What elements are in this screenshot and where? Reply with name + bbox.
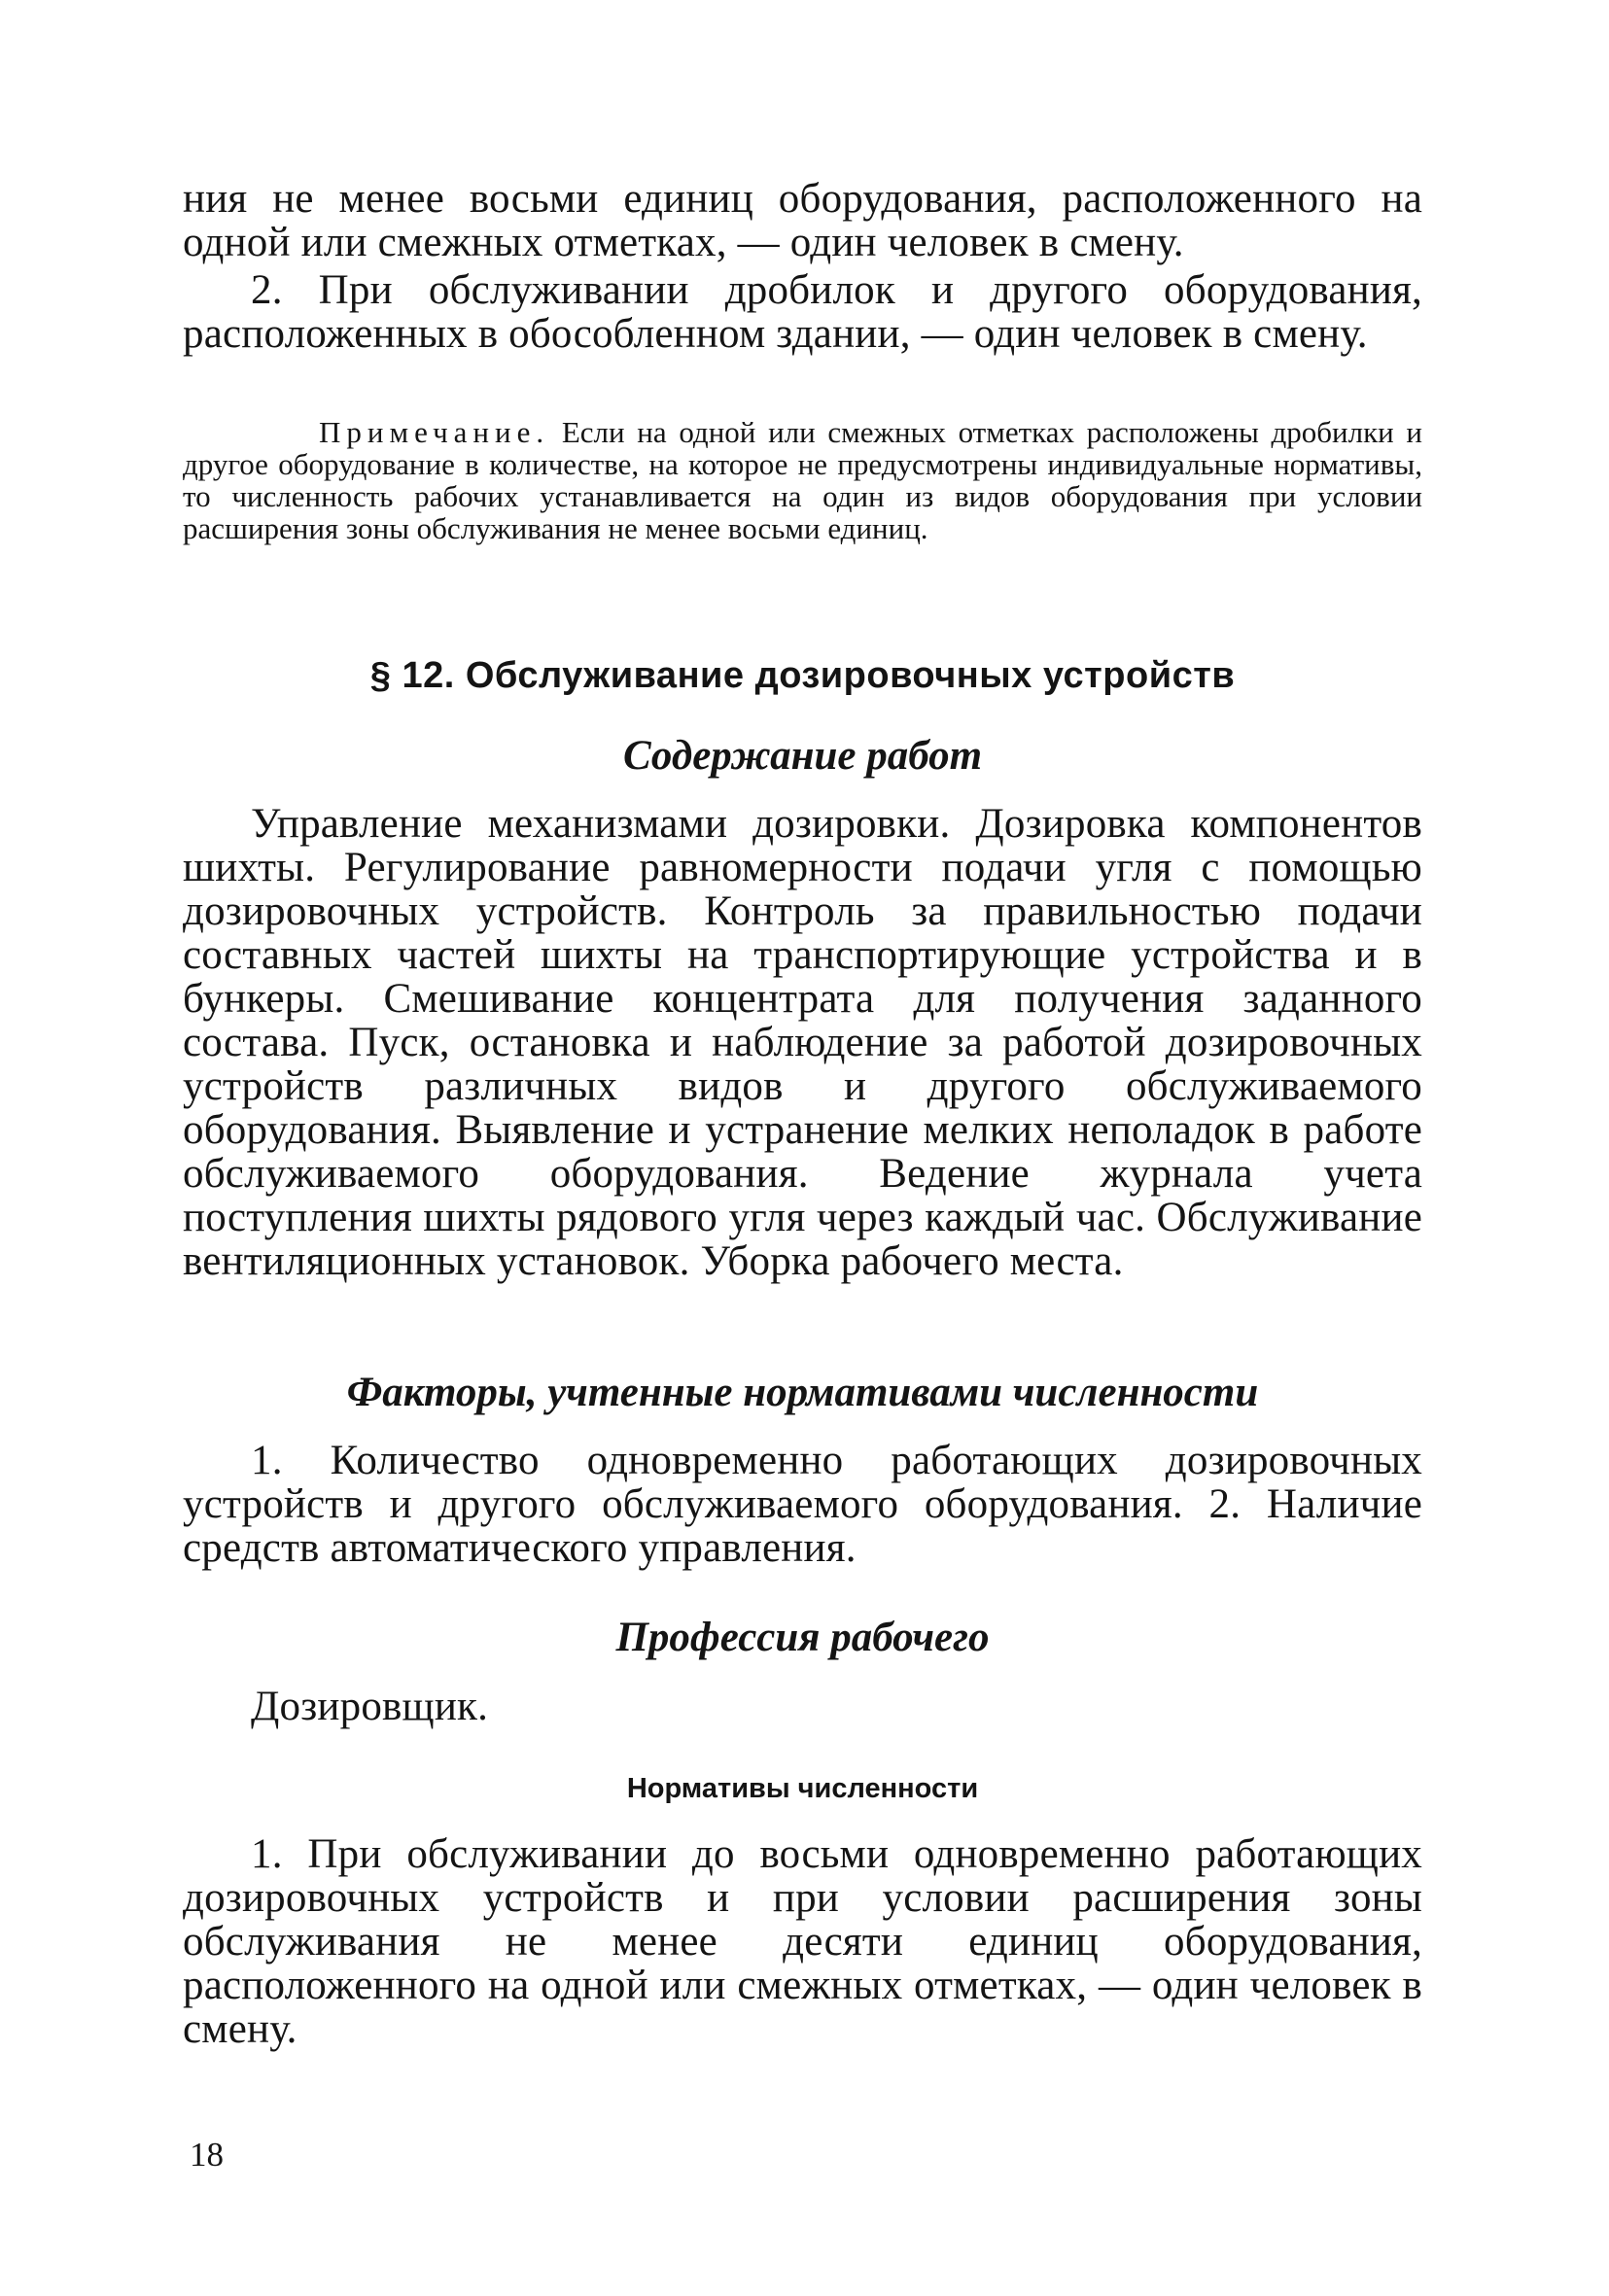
profession-paragraph: Дозировщик. [251, 1684, 489, 1729]
opening-paragraph: ния не менее восьми единиц оборудования, расположенного на одной или смежных отметках, — один человек в смену. [183, 176, 1422, 265]
norms-paragraph: 1. При обслуживании до восьми одновременно работающих дозировочных устройств и при условии расширения зоны обслуживания не менее десяти единиц оборудования, расположенного на одной или смежных отметках, — один человек в смену. [183, 1831, 1422, 2052]
note-label: Примечание. [319, 415, 550, 449]
factors-paragraph: 1. Количество одновременно работающих дозировочных устройств и другого обслуживаемого оборудования. 2. Наличие средств автоматического управления. [183, 1438, 1422, 1571]
content-heading: Содержание работ [622, 733, 983, 779]
note-text: Если на одной или смежных отметках расположены дробилки и другое оборудование в количестве, на которое не предусмотрены индивидуальные нормативы, то численность рабочих устанавливается на один из видов оборудования при условии расширения зоны обслуживания не менее восьми единиц. [183, 415, 1422, 545]
note-paragraph [183, 416, 1422, 544]
section-title: § 12. Обслуживание дозировочных устройств [369, 655, 1236, 696]
page-number: 18 [190, 2136, 224, 2174]
content-paragraph: Управление механизмами дозировки. Дозировка компонентов шихты. Регулирование равномерности подачи угля с помощью дозировочных устройств. Контроль за правильностью подачи составных частей шихты на транспортирующие устройства и в бункеры. Смешивание концентрата для получения заданного состава. Пуск, остановка и наблюдение за работой дозировочных устройств различных видов и другого обслуживаемого оборудования. Выявление и устранение мелких неполадок в работе обслуживаемого оборудования. Ведение журнала учета поступления шихты рядового угля через каждый час. Обслуживание вентиляционных установок. Уборка рабочего места. [183, 801, 1422, 1284]
norms-heading: Нормативы численности [626, 1773, 979, 1804]
profession-heading: Профессия рабочего [615, 1615, 990, 1660]
factors-heading: Факторы, учтенные нормативами численности [346, 1370, 1259, 1415]
norm-item-2: 2. При обслуживании дробилок и другого оборудования, расположенных в обособленном здании, — один человек в смену. [183, 267, 1422, 357]
